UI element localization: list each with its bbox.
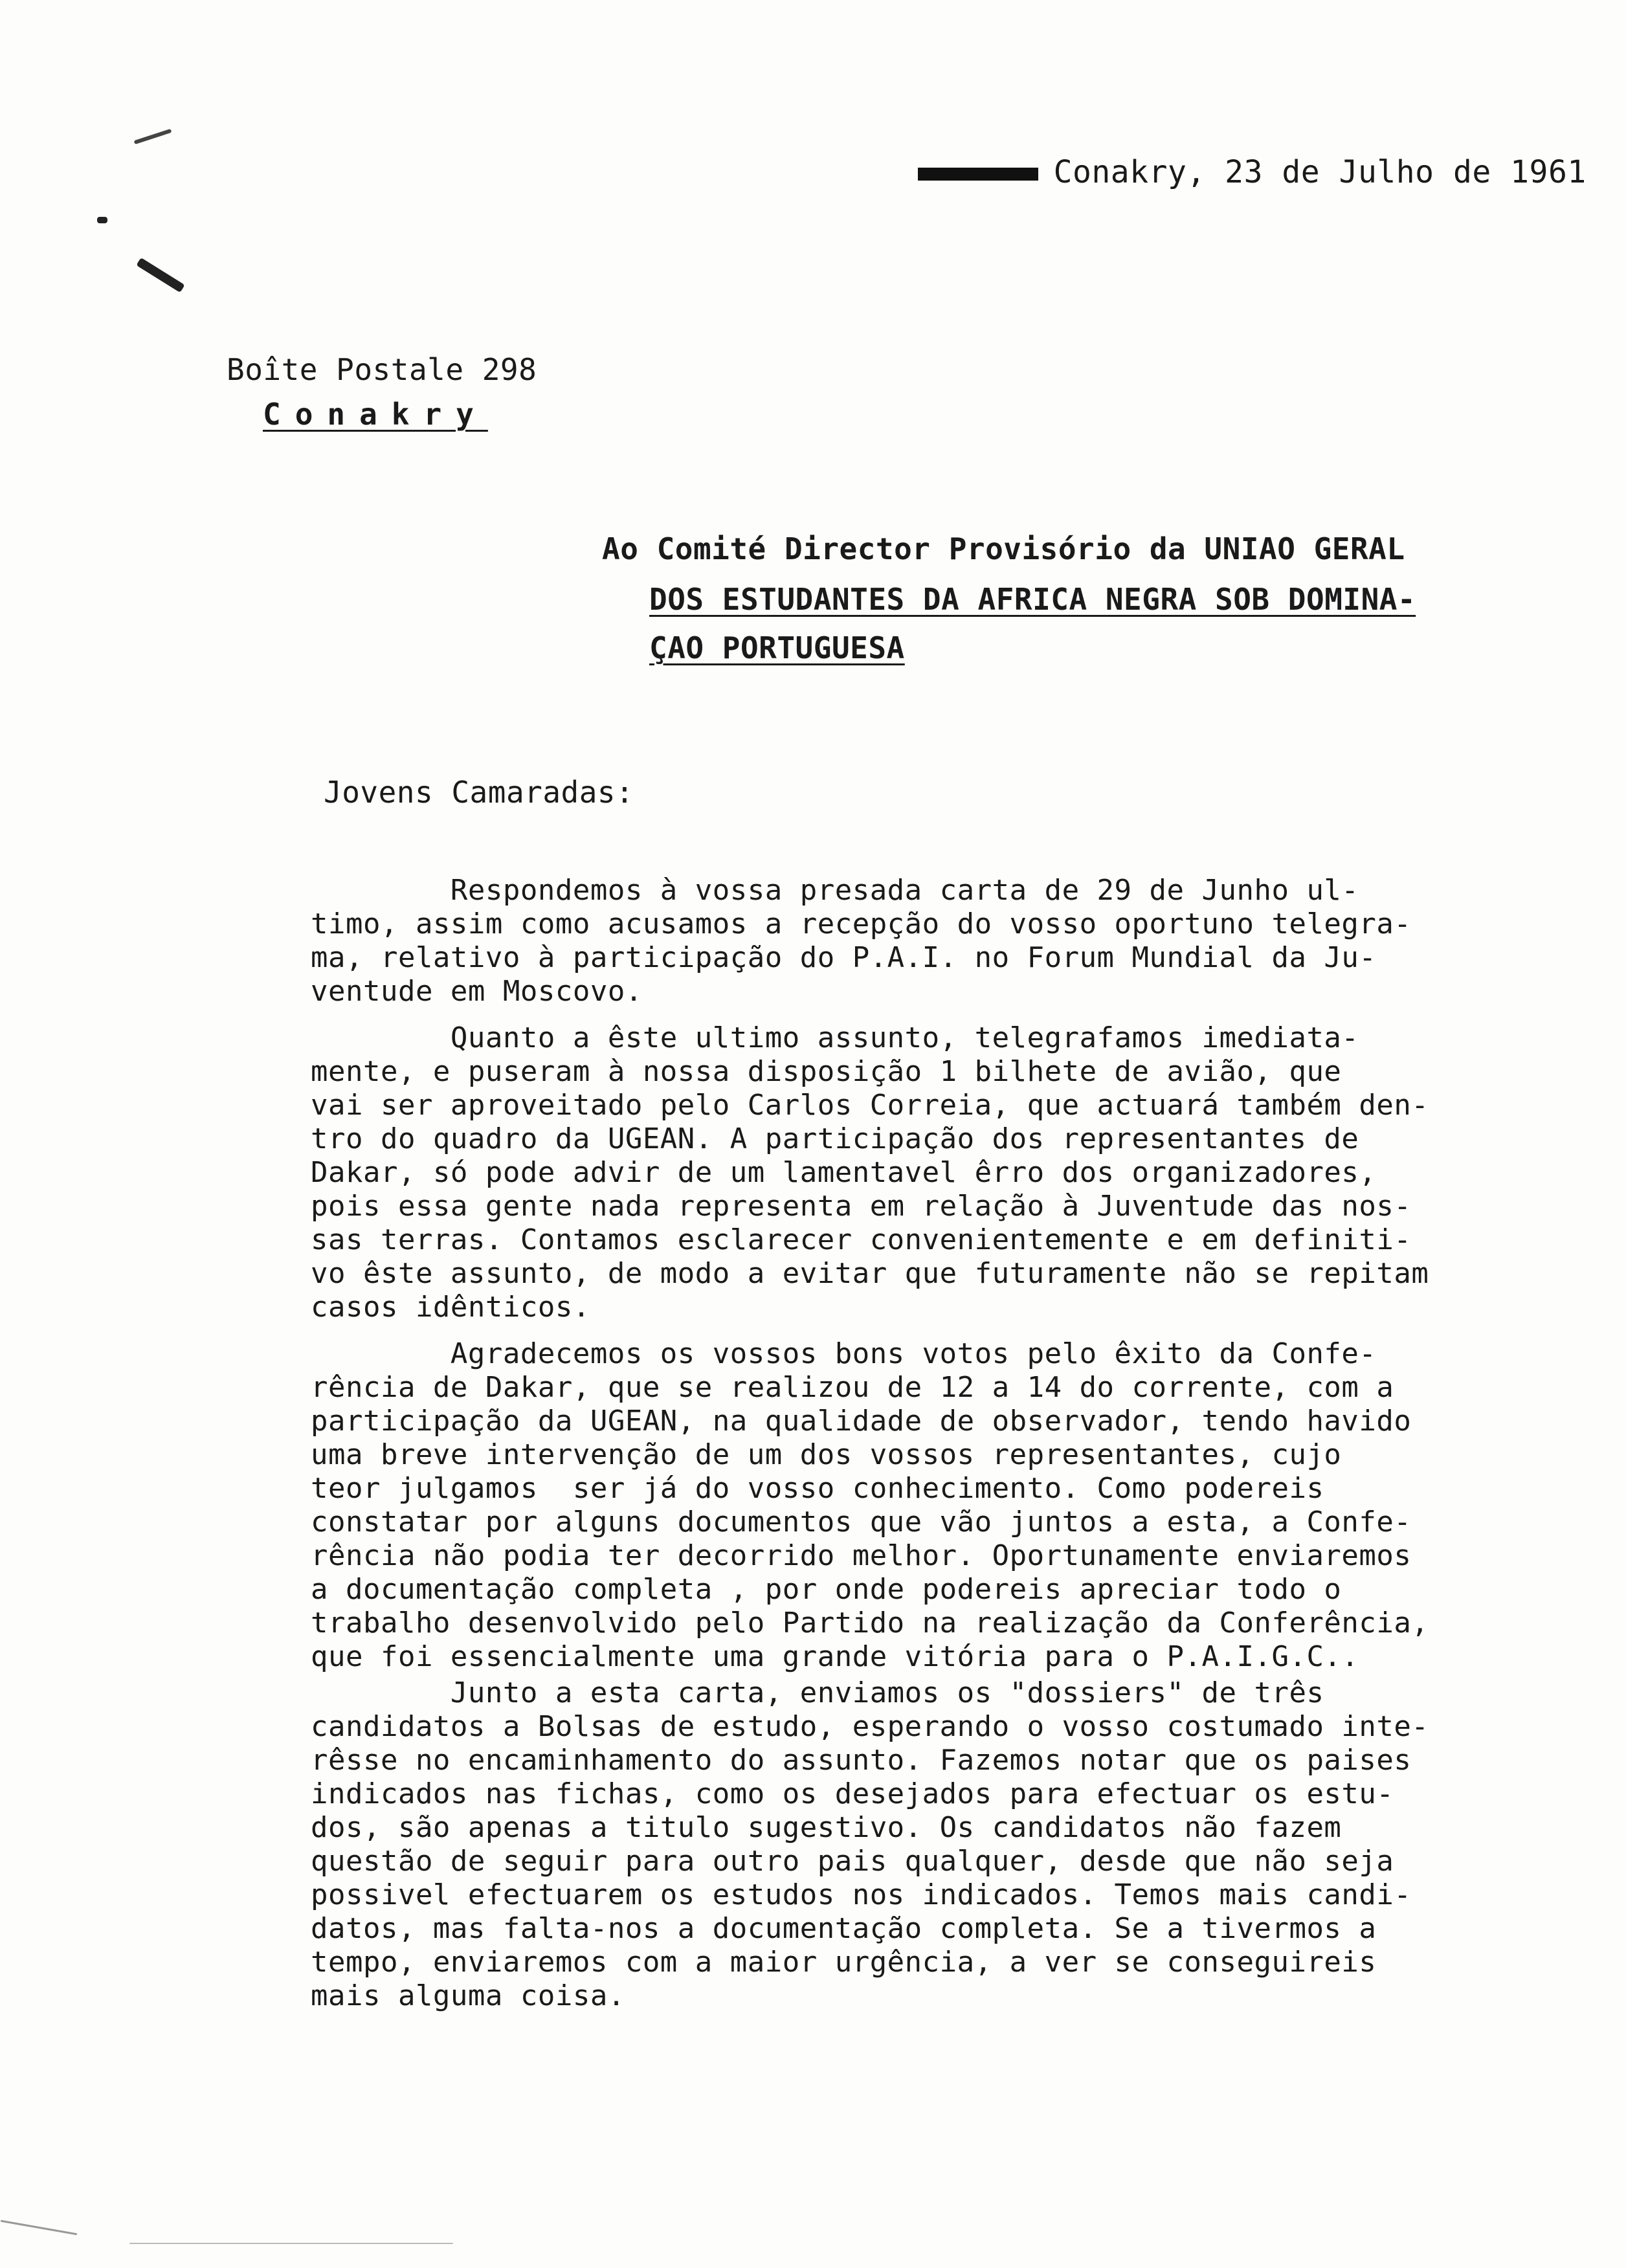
paragraph-line: datos, mas falta-nos a documentação completa. Se a tivermos a — [311, 1912, 1377, 1945]
paragraph-line: pois essa gente nada representa em relação à Juventude das nos- — [311, 1190, 1412, 1223]
paragraph-line: Junto a esta carta, enviamos os "dossiers" de três — [311, 1676, 1324, 1709]
letter-date: Conakry, 23 de Julho de 1961 — [1053, 154, 1587, 190]
date-line — [841, 122, 1587, 223]
paragraph-line: Dakar, só pode advir de um lamentavel êrro dos organizadores, — [311, 1156, 1377, 1189]
margin-mark-2 — [97, 217, 107, 223]
paragraph-line: que foi essencialmente uma grande vitória para o P.A.I.G.C.. — [311, 1640, 1359, 1673]
paragraph-line: trabalho desenvolvido pelo Partido na realização da Conferência, — [311, 1606, 1429, 1640]
paragraph-line: Quanto a êste ultimo assunto, telegrafamos imediata- — [311, 1021, 1359, 1054]
paragraph-line: uma breve intervenção de um dos vossos representantes, cujo — [311, 1438, 1342, 1471]
paragraph-line: a documentação completa , por onde podereis apreciar todo o — [311, 1573, 1342, 1606]
paragraph-line: vai ser aproveitado pelo Carlos Correia, que actuará também den- — [311, 1089, 1429, 1122]
margin-mark-3 — [136, 258, 184, 293]
salutation: Jovens Camaradas: — [324, 775, 634, 810]
paragraph-line: indicados nas fichas, como os desejados para efectuar os estu- — [311, 1777, 1394, 1810]
margin-mark-1 — [134, 129, 172, 144]
sender-po-box: Boîte Postale 298 — [227, 352, 537, 387]
paragraph-line: rência de Dakar, que se realizou de 12 a 14 do corrente, com a — [311, 1371, 1394, 1404]
paragraph-line: rência não podia ter decorrido melhor. Oportunamente enviaremos — [311, 1539, 1412, 1572]
addressee-line-3: ÇAO PORTUGUESA — [649, 630, 905, 665]
paragraph-line: mais alguma coisa. — [311, 1979, 625, 2012]
paragraph-line: mente, e puseram à nossa disposição 1 bilhete de avião, que — [311, 1055, 1342, 1088]
scan-mark-bottom-2 — [129, 2243, 453, 2244]
paragraph-line: constatar por alguns documentos que vão juntos a esta, a Confe- — [311, 1506, 1412, 1539]
paragraph-line: Agradecemos os vossos bons votos pelo êxito da Confe- — [311, 1337, 1377, 1370]
paragraph-line: participação da UGEAN, na qualidade de observador, tendo havido — [311, 1405, 1412, 1438]
paragraph-line: dos, são apenas a titulo sugestivo. Os candidatos não fazem — [311, 1811, 1342, 1844]
addressee-line-2: DOS ESTUDANTES DA AFRICA NEGRA SOB DOMINA- — [649, 582, 1416, 617]
paragraph-line: rêsse no encaminhamento do assunto. Fazemos notar que os paises — [311, 1744, 1412, 1777]
paragraph-line: questão de seguir para outro pais qualquer, desde que não seja — [311, 1845, 1394, 1878]
paragraph-line: candidatos a Bolsas de estudo, esperando o vosso costumado inte- — [311, 1710, 1429, 1743]
paragraph-line: ventude em Moscovo. — [311, 975, 643, 1008]
paragraph-line: timo, assim como acusamos a recepção do vosso oportuno telegra- — [311, 907, 1412, 940]
paragraph-line: Respondemos à vossa presada carta de 29 de Junho ul- — [311, 874, 1359, 907]
paragraph-line: sas terras. Contamos esclarecer convenientemente e em definiti- — [311, 1223, 1412, 1256]
paragraph-line: ma, relativo à participação do P.A.I. no Forum Mundial da Ju- — [311, 941, 1377, 974]
sender-city: Conakry — [263, 397, 488, 432]
paragraph-line: tempo, enviaremos com a maior urgência, a ver se conseguireis — [311, 1946, 1377, 1979]
paragraph-line: possivel efectuarem os estudos nos indicados. Temos mais candi- — [311, 1878, 1412, 1911]
redaction-bar — [918, 168, 1038, 181]
paragraph-line: casos idênticos. — [311, 1291, 590, 1324]
paragraph-line: tro do quadro da UGEAN. A participação dos representantes de — [311, 1122, 1359, 1155]
scan-mark-bottom-1 — [1, 2220, 78, 2236]
addressee-line-1: Ao Comité Director Provisório da UNIAO GERAL — [602, 531, 1405, 566]
paragraph-line: teor julgamos ser já do vosso conhecimento. Como podereis — [311, 1472, 1324, 1505]
paragraph-line: vo êste assunto, de modo a evitar que futuramente não se repitam — [311, 1257, 1429, 1290]
